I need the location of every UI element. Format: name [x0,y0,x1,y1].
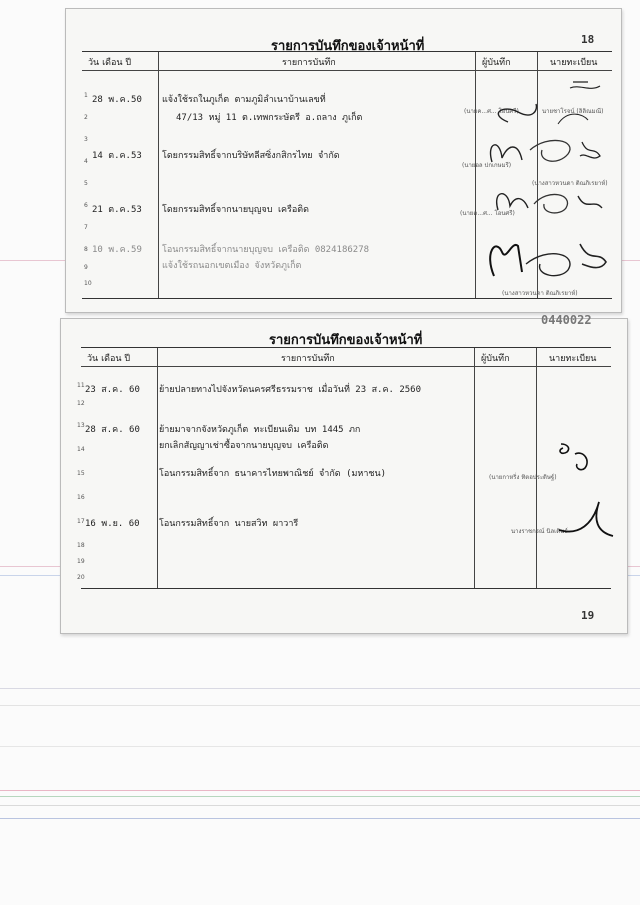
sheet-title: รายการบันทึกของเจ้าหน้าที่ [269,333,423,348]
record-sheet-bottom [60,313,628,634]
registrar-caption: (นางสาวหวนดา ติณภิเรยาห์) [532,180,608,187]
row-number: 8 [84,246,88,253]
entry-line: 47/13 หมู่ 11 ต.เทพกระษัตรี อ.ถลาง ภูเก็ต [176,113,363,123]
entry-date: 28 ส.ค. 60 [85,425,140,435]
signature-icon [541,434,611,474]
row-number: 11 [77,382,85,389]
recorder-caption: (นายอล ปกเกษมรี) [462,162,512,169]
header-entry: รายการบันทึก [282,58,336,68]
header-registrar: นายทะเบียน [549,354,597,364]
header-entry: รายการบันทึก [281,354,335,364]
row-number: 6 [84,202,88,209]
row-number: 4 [84,158,88,165]
row-number: 13 [77,422,85,429]
signature-icon [478,182,608,222]
row-number: 19 [77,558,85,565]
entry-date: 23 ส.ค. 60 [85,385,140,395]
row-number: 17 [77,518,85,525]
page-number: 18 [581,33,595,46]
row-number: 10 [84,280,92,287]
entry-line: ย้ายมาจากจังหวัดภูเก็ต ทะเบียนเดิม บท 1445 ภก [159,425,361,435]
row-number: 2 [84,114,88,121]
serial-number: 0440022 [541,313,592,327]
entry-line: แจ้งใช้รถในภูเก็ต ตามภูมิลำเนาบ้านเลขที่ [162,95,326,105]
row-number: 3 [84,136,88,143]
recorder-caption: (นายกาหริ่ง ทิตอประดิษฐ์) [489,474,557,481]
row-number: 16 [77,494,85,501]
row-number: 15 [77,470,85,477]
signature-icon [478,132,608,172]
header-registrar: นายทะเบียน [550,58,598,68]
registrar-caption: (นางสาวหวนดา ติณภิเรยาห์) [502,290,578,297]
sheet-title: รายการบันทึกของเจ้าหน้าที่ [271,39,425,54]
entry-line: โอนกรรมสิทธิ์จากนายบุญจบ เครือติด 0824186278 [162,245,370,255]
page-number: 19 [581,609,595,622]
entry-line: โดยกรรมสิทธิ์จากบริษัทลีสซิ่งกสิกรไทย จำกัด [162,151,340,161]
signature-icon [478,74,608,134]
signature-icon [478,232,612,288]
entry-line: โดยกรรมสิทธิ์จากนายบุญจบ เครือติด [162,205,309,215]
record-sheet-top [65,8,622,313]
entry-date: 16 พ.ย. 60 [85,519,140,529]
row-number: 20 [77,574,85,581]
record-table [82,51,612,299]
recorder-caption: (นายค...ศ... โอนศรี) [464,108,519,115]
row-number: 9 [84,264,88,271]
row-number: 1 [84,92,88,99]
row-number: 7 [84,224,88,231]
header-date: วัน เดือน ปี [87,354,131,364]
row-number: 18 [77,542,85,549]
row-number: 14 [77,446,85,453]
signature-icon [551,496,621,540]
header-recorder: ผู้บันทึก [481,354,510,364]
entry-date: 14 ต.ค.53 [92,151,142,161]
registrar-caption: นางราชกรณ์ นิลเดินธ์ [511,528,568,535]
entry-date: 28 พ.ค.50 [92,95,142,105]
entry-line: แจ้งใช้รถนอกเขตเมือง จังหวัดภูเก็ต [162,261,302,271]
registrar-caption: นายชาโรจน์ (ลิลิณมณี) [542,108,604,115]
row-number: 5 [84,180,88,187]
entry-line: ยกเลิกสัญญาเช่าซื้อจากนายบุญจบ เครือติด [159,441,329,451]
row-number: 12 [77,400,85,407]
entry-date: 10 พ.ค.59 [92,245,142,255]
header-date: วัน เดือน ปี [88,58,132,68]
header-recorder: ผู้บันทึก [482,58,511,68]
entry-line: โอนกรรมสิทธิ์จาก นายสวิท ผาวารี [159,519,299,529]
entry-date: 21 ต.ค.53 [92,205,142,215]
entry-line: โอนกรรมสิทธิ์จาก ธนาคารไทยพาณิชย์ จำกัด (มหาชน) [159,469,387,479]
entry-line: ย้ายปลายทางไปจังหวัดนครศรีธรรมราช เมื่อวันที่ 23 ส.ค. 2560 [159,385,422,395]
recorder-caption: (นายค...ศ... โอนศรี) [460,210,515,217]
record-table [77,347,611,589]
